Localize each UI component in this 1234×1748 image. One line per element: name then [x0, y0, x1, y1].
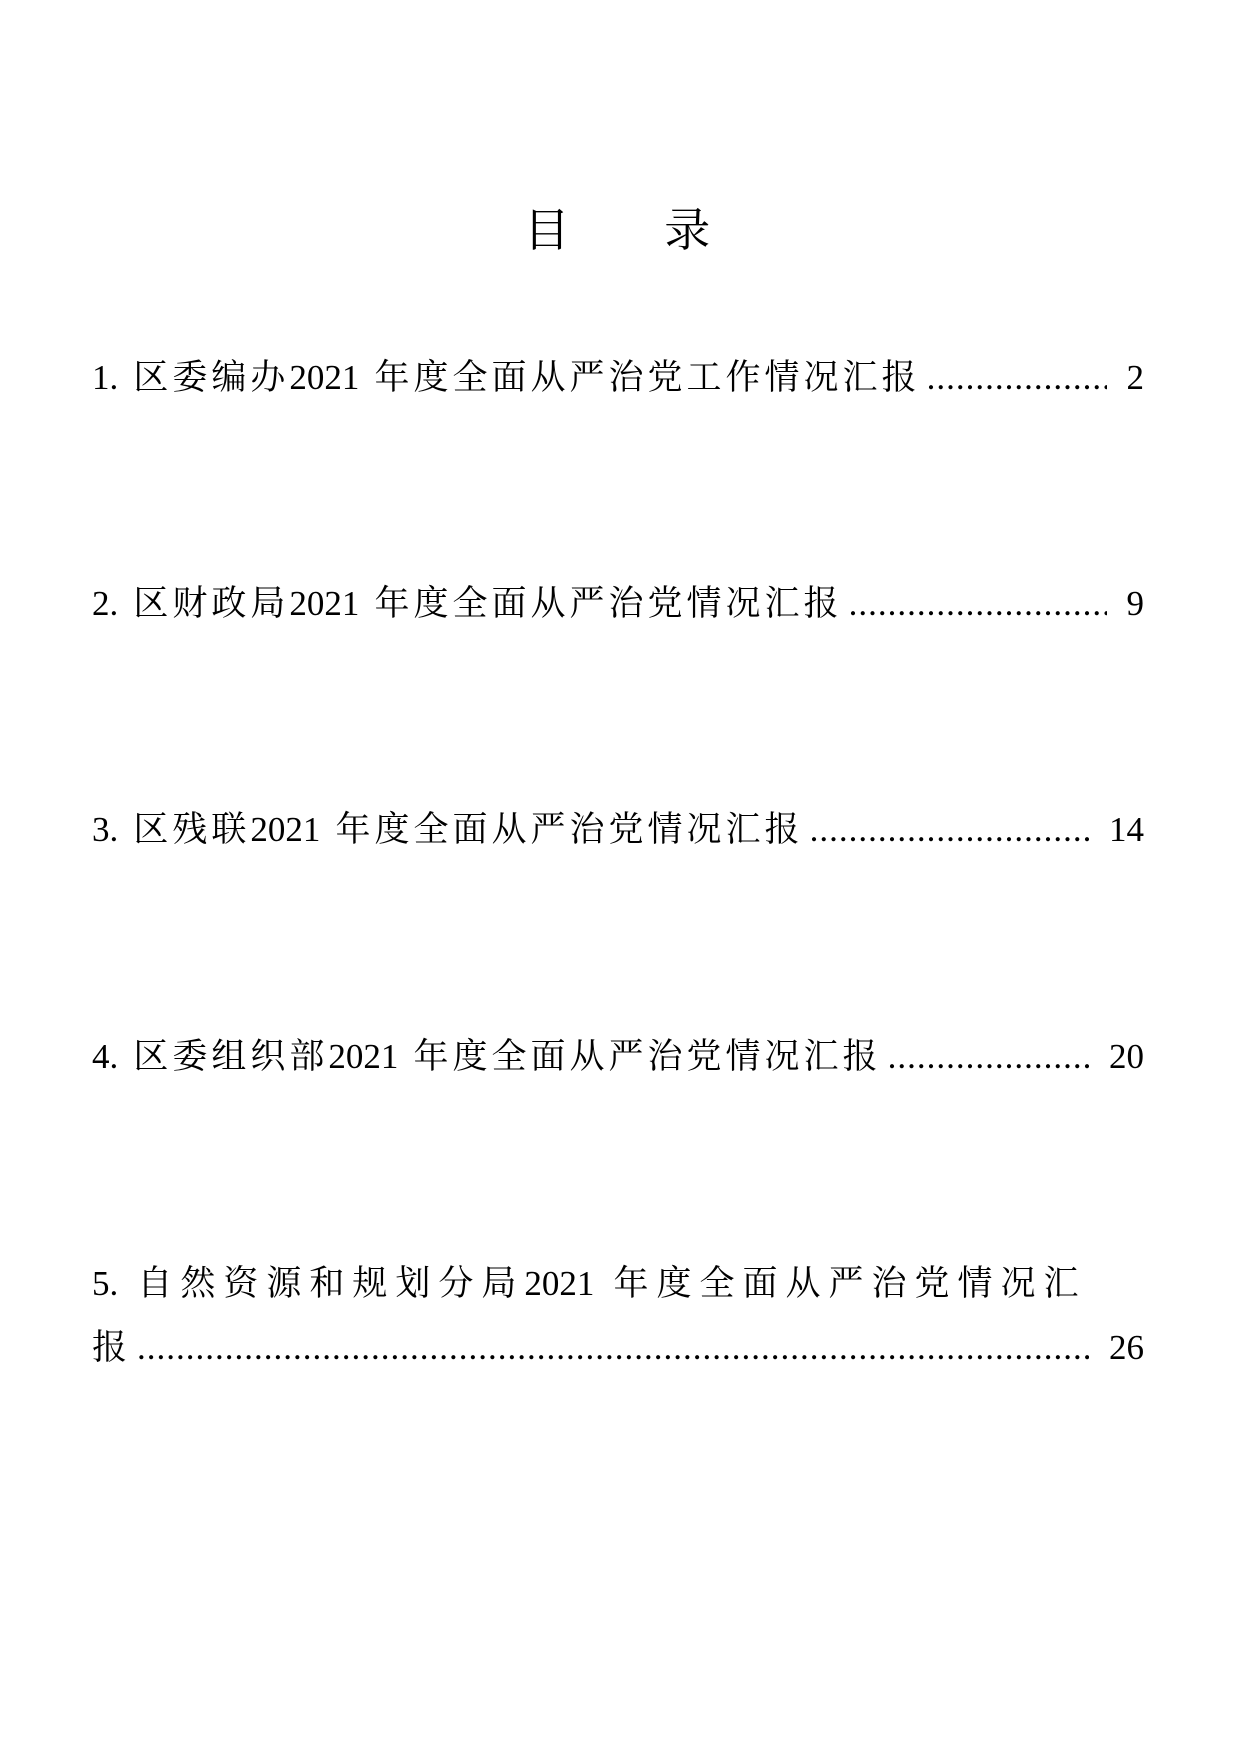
toc-dot-leader	[927, 346, 1107, 410]
toc-page-number: 20	[1109, 1037, 1144, 1076]
toc-entry-text	[92, 1025, 882, 1089]
toc-entry-title-rest: 年度全面从严治党情况汇报	[374, 584, 843, 624]
toc-entry-number: 4.	[92, 1037, 119, 1076]
toc-entry-org: 区委编办	[133, 358, 290, 398]
toc-entry-title-rest: 年度全面从严治党工作情况汇报	[374, 358, 921, 398]
toc-entry-year: 2021	[289, 584, 360, 623]
toc-entry-org: 区委组织部	[133, 1037, 329, 1077]
toc-entry-org: 区残联	[133, 810, 251, 850]
toc-page-number: 9	[1126, 584, 1144, 623]
toc-page-number: 26	[1109, 1328, 1144, 1367]
toc-entry-number: 3.	[92, 810, 119, 849]
toc-dot-leader	[888, 1025, 1089, 1089]
toc-entry-title-rest: 年度全面从严治党情况汇报	[335, 810, 804, 850]
toc-entry[interactable]	[92, 346, 1144, 410]
toc-entry-text	[92, 572, 843, 636]
toc-entry-title-rest: 年度全面从严治党情况汇	[613, 1264, 1087, 1304]
toc-entry-year: 2021	[289, 358, 360, 397]
toc-entry[interactable]	[92, 572, 1144, 636]
toc-entry-number: 2.	[92, 584, 119, 623]
toc-entry-year: 2021	[328, 1037, 399, 1076]
toc-entry-text-continued	[92, 1316, 131, 1380]
toc-page-number: 2	[1126, 358, 1144, 397]
toc-entry-number: 5.	[92, 1264, 119, 1303]
toc-entry[interactable]	[92, 798, 1144, 862]
toc-title: 目 录	[523, 203, 751, 257]
toc-entry-org: 自然资源和规划分局	[137, 1264, 525, 1304]
toc-entry-title-rest: 年度全面从严治党情况汇报	[413, 1037, 882, 1077]
toc-entry-text	[92, 346, 921, 410]
toc-entry-text	[92, 798, 804, 862]
toc-entry-year: 2021	[524, 1264, 595, 1303]
toc-entry[interactable]	[92, 1025, 1144, 1089]
toc-entry-title-rest: 报	[92, 1328, 132, 1368]
toc-dot-leader	[137, 1316, 1089, 1380]
toc-entry-number: 1.	[92, 358, 119, 397]
toc-dot-leader	[810, 798, 1089, 862]
toc-dot-leader	[849, 572, 1107, 636]
toc-entry-text	[92, 1252, 1087, 1316]
toc-entry[interactable]	[92, 1252, 1144, 1380]
toc-entry-year: 2021	[250, 810, 321, 849]
toc-entry-org: 区财政局	[133, 584, 290, 624]
toc-page-number: 14	[1109, 810, 1144, 849]
